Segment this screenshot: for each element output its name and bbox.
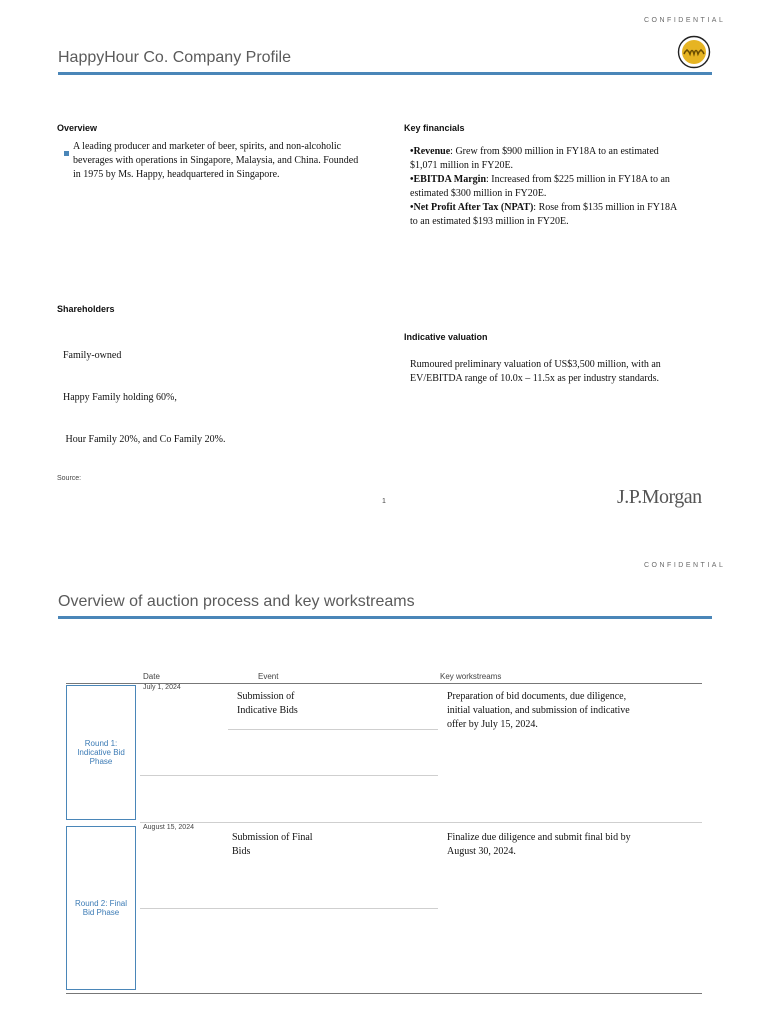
- shareholders-heading: Shareholders: [57, 304, 115, 314]
- column-header-date: Date: [143, 672, 160, 681]
- round-2-label: Round 2: Final Bid Phase: [66, 826, 136, 990]
- overview-text: A leading producer and marketer of beer, spirits, and non-alcoholic beverages with operations in Singapore, Malaysia, and China. Founded in 1975 by Ms. Happy, headquartered in Singapore.: [73, 141, 359, 180]
- round-1-label: Round 1: Indicative Bid Phase: [66, 685, 136, 820]
- shareholders-text: [63, 321, 363, 461]
- shareholders-line: Family-owned: [63, 350, 122, 361]
- round-2-workstream: Finalize due diligence and submit final bid by August 30, 2024.: [447, 832, 631, 857]
- round-2-event: Submission of Final Bids: [232, 832, 313, 857]
- shareholders-line: Hour Family 20%, and Co Family 20%.: [63, 434, 226, 445]
- round-1-date: July 1, 2024: [143, 684, 181, 691]
- row-divider: [140, 775, 438, 776]
- row-divider: [140, 908, 438, 909]
- round-2-date: August 15, 2024: [143, 824, 194, 831]
- round-divider: [140, 822, 702, 823]
- company-logo: [677, 35, 711, 69]
- confidential-label: CONFIDENTIAL: [644, 17, 726, 24]
- financial-item-revenue: •Revenue: Grew from $900 million in FY18A to an estimated $1,071 million in FY20E.: [410, 146, 659, 171]
- column-header-workstreams: Key workstreams: [440, 672, 502, 681]
- round-1-workstream: Preparation of bid documents, due diligence, initial valuation, and submission of indicative offer by July 15, 2024.: [447, 691, 630, 730]
- financial-item-ebitda: •EBITDA Margin: Increased from $225 million in FY18A to an estimated $300 million in FY20E.: [410, 174, 670, 199]
- source-label: Source:: [57, 475, 82, 482]
- key-financials-list: [410, 145, 680, 229]
- overview-heading: Overview: [57, 123, 98, 133]
- page-title: Overview of auction process and key workstreams: [58, 593, 415, 610]
- round-1-event: Submission of Indicative Bids: [237, 691, 298, 716]
- table-bottom-rule: [66, 993, 702, 994]
- bullet-marker: [64, 143, 70, 149]
- valuation-heading: Indicative valuation: [404, 332, 488, 342]
- title-rule: [58, 616, 712, 619]
- title-rule: [58, 72, 712, 75]
- page-number: 1: [382, 498, 386, 505]
- confidential-label: CONFIDENTIAL: [644, 562, 726, 569]
- financial-item-npat: •Net Profit After Tax (NPAT): Rose from $135 million in FY18A to an estimated $193 million in FY20E.: [410, 202, 677, 227]
- shareholders-line: Happy Family holding 60%,: [63, 392, 177, 403]
- row-divider: [228, 729, 438, 730]
- valuation-text: Rumoured preliminary valuation of US$3,500 million, with an EV/EBITDA range of 10.0x – 11.5x as per industry standards.: [410, 359, 661, 384]
- page-title: HappyHour Co. Company Profile: [58, 49, 291, 66]
- column-header-event: Event: [258, 672, 279, 681]
- key-financials-heading: Key financials: [404, 123, 465, 133]
- jpmorgan-logo: J.P.Morgan: [617, 486, 702, 508]
